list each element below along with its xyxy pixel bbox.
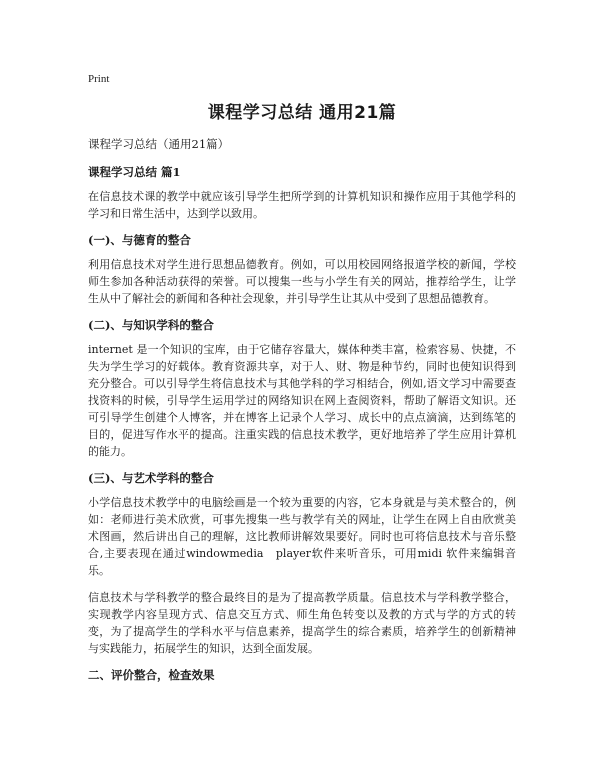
document-page [88,72,516,691]
subsection-heading-art: (三)、与艺术学科的整合 [88,471,214,485]
page-title: 课程学习总结 通用21篇 [207,103,397,123]
paragraph-integration-goal: 信息技术与学科教学的整合最终目的是为了提高教学质量。信息技术与学科教学整合，实现教学内容呈现方式、信息交互方式、师生角色转变以及教的方式与学的方式的转变，为了提高学生的学科水平与信息素养，提高学生的综合素质，培养学生的创新精神与实践能力，拓展学生的知识，达到全面发展。 [88,591,516,655]
intro-paragraph: 在信息技术课的教学中就应该引导学生把所学到的计算机知识和操作应用于其他学科的学习和日常生活中，达到学以致用。 [88,190,516,220]
subsection-heading-knowledge: (二)、与知识学科的整合 [88,318,214,332]
print-label[interactable]: Print [88,73,110,85]
paragraph-knowledge: internet 是一个知识的宝库，由于它储存容量大，媒体种类丰富，检索容易、快捷，不失为学生学习的好载体。教育资源共享，对于人、财、物是种节约，同时也使知识得到充分整合。可以引导学生将信息技术与其他学科的学习相结合，例如,语文学习中需要查找资料的时候，引导学生运用学过的网络知识在网上查阅资料，帮助了解语文知识。还可引导学生创建个人博客，并在博客上记录个人学习、成长中的点点滴滴，达到练笔的目的，促进写作水平的提高。注重实践的信息技术教学，更好地培养了学生应用计算机的能力。 [88,343,516,458]
section-heading-1: 课程学习总结 篇1 [88,165,181,179]
paragraph-moral: 利用信息技术对学生进行思想品德教育。例如，可以用校园网络报道学校的新闻，学校师生参加各种活动获得的荣誉。可以搜集一些与小学生有关的网站，推荐给学生，让学生从中了解社会的新闻和各种社会现象，并引导学生让其从中受到了思想品德教育。 [88,258,516,305]
section-heading-2: 二、评价整合，检查效果 [88,668,215,682]
paragraph-art: 小学信息技术教学中的电脑绘画是一个较为重要的内容，它本身就是与美术整合的，例如：老师进行美术欣赏，可事先搜集一些与教学有关的网址，让学生在网上自由欣赏美术图画，然后讲出自己的理解，这比教师讲解效果要好。同时也可将信息技术与音乐整合,主要表现在通过windowmedia player软件来听音乐，可用midi 软件来编辑音乐。 [88,496,516,577]
document-subtitle: 课程学习总结（通用21篇） [88,137,230,151]
subsection-heading-moral: (一)、与德育的整合 [88,233,191,247]
